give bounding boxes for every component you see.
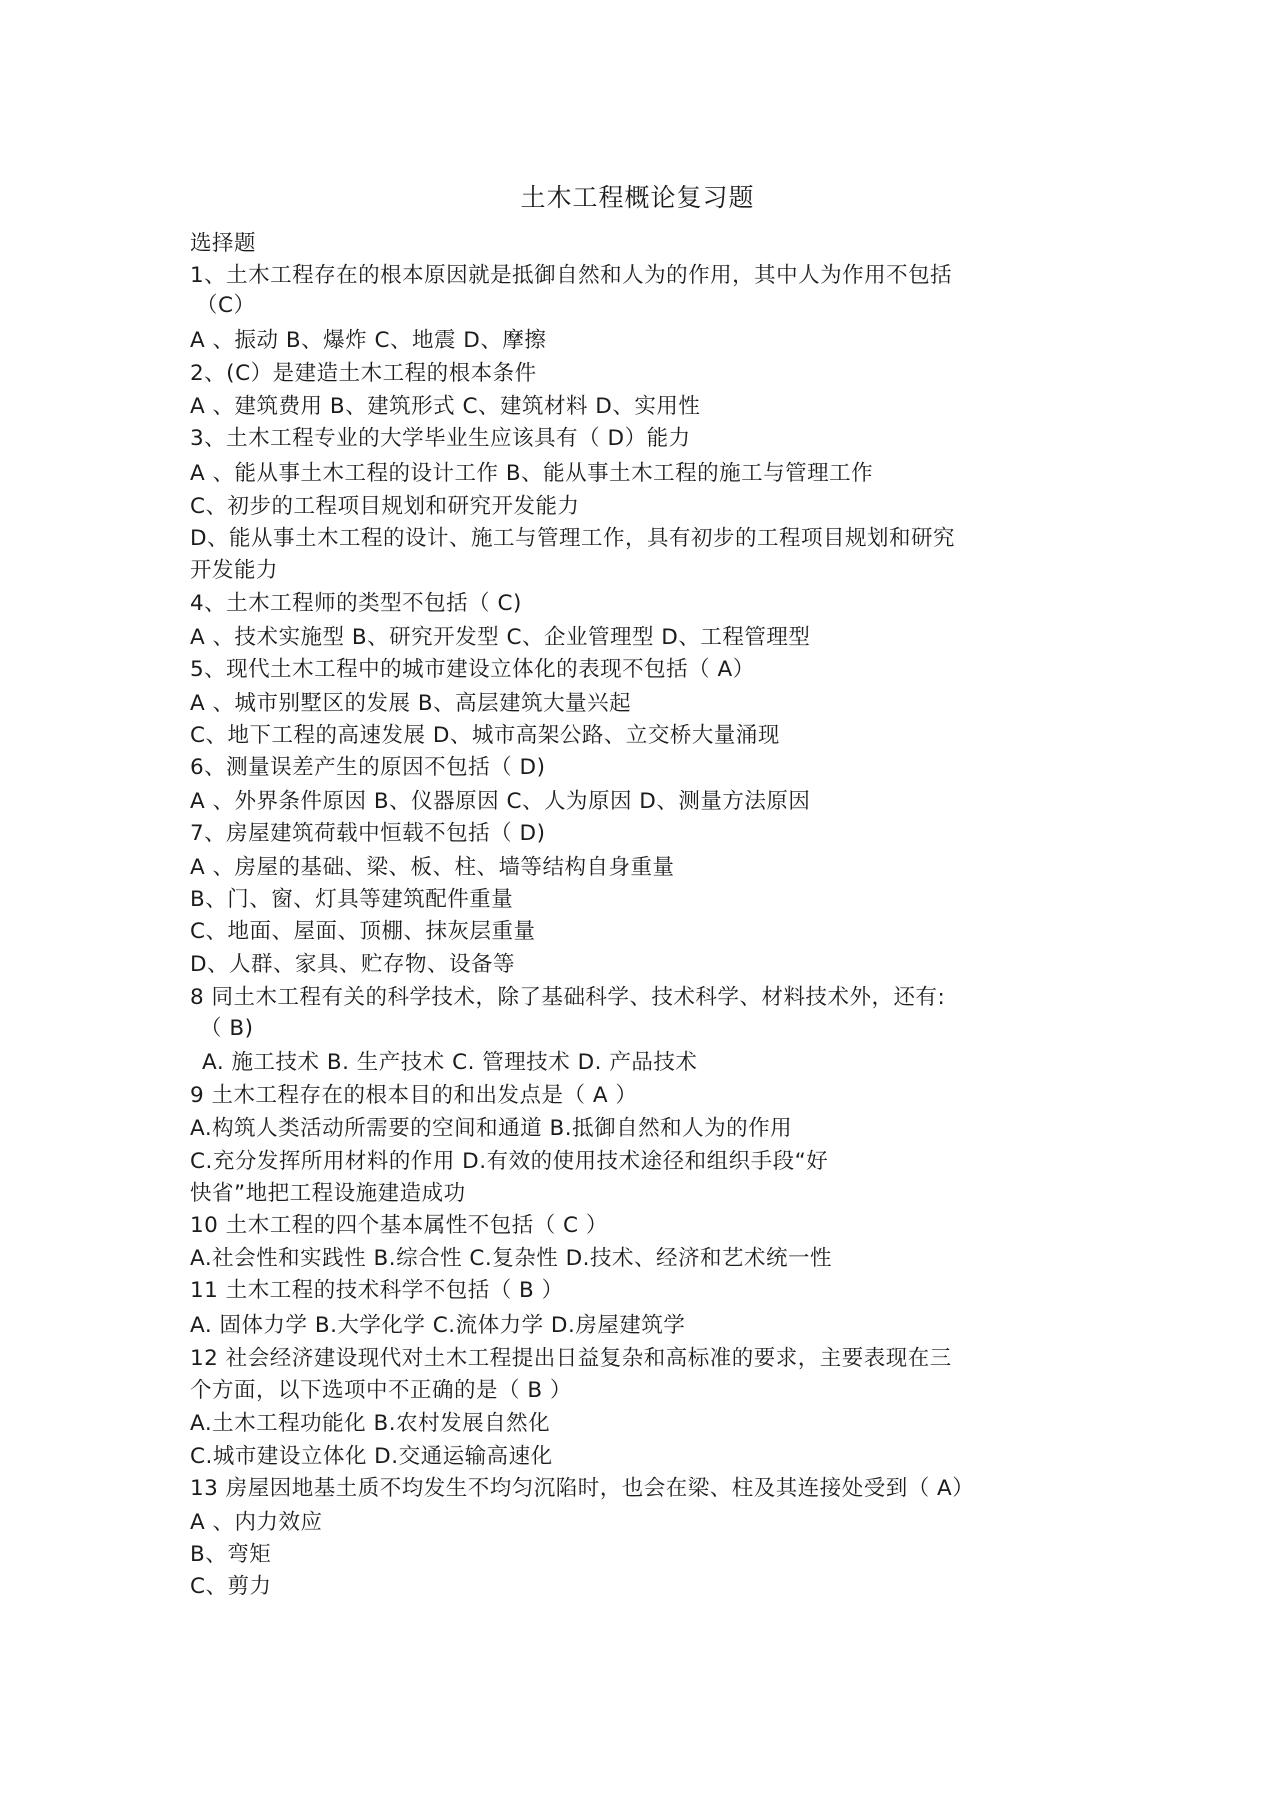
answer-line: （ B) — [200, 1016, 254, 1041]
options-line: A. 固体力学 B.大学化学 C.流体力学 D.房屋建筑学 — [190, 1313, 686, 1338]
question-line: 8 同土木工程有关的科学技术，除了基础科学、技术科学、材料技术外，还有: — [190, 985, 946, 1010]
options-line: A.社会性和实践性 B.综合性 C.复杂性 D.技术、经济和艺术统一性 — [190, 1246, 832, 1271]
question-line: 2、(C）是建造土木工程的根本条件 — [190, 361, 537, 386]
options-line: C.充分发挥所用材料的作用 D.有效的使用技术途径和组织手段“好 — [190, 1149, 829, 1174]
options-line: A. 施工技术 B. 生产技术 C. 管理技术 D. 产品技术 — [202, 1050, 698, 1075]
question-line: 个方面，以下选项中不正确的是（ B ） — [190, 1378, 572, 1403]
options-line: A.土木工程功能化 B.农村发展自然化 — [190, 1411, 551, 1436]
options-line: B、弯矩 — [190, 1542, 272, 1567]
options-line: C.城市建设立体化 D.交通运输高速化 — [190, 1444, 553, 1469]
options-line: A 、城市别墅区的发展 B、高层建筑大量兴起 — [190, 691, 632, 716]
options-line: A 、建筑费用 B、建筑形式 C、建筑材料 D、实用性 — [190, 394, 701, 419]
options-line: A 、外界条件原因 B、仪器原因 C、人为原因 D、测量方法原因 — [190, 789, 811, 814]
options-line: D、能从事土木工程的设计、施工与管理工作，具有初步的工程项目规划和研究 — [190, 526, 956, 551]
options-line: C、地下工程的高速发展 D、城市高架公路、立交桥大量涌现 — [190, 723, 780, 748]
question-line: 6、测量误差产生的原因不包括（ D) — [190, 755, 546, 780]
question-line: 10 土木工程的四个基本属性不包括（ C ） — [190, 1213, 608, 1238]
question-line: 11 土木工程的技术科学不包括（ B ） — [190, 1278, 564, 1303]
options-line: C、地面、屋面、顶棚、抹灰层重量 — [190, 919, 536, 944]
document-title: 土木工程概论复习题 — [520, 183, 755, 212]
question-line: 13 房屋因地基土质不均发生不均匀沉陷时，也会在梁、柱及其连接处受到（ A） — [190, 1476, 975, 1501]
question-line: 12 社会经济建设现代对土木工程提出日益复杂和高标准的要求，主要表现在三 — [190, 1346, 952, 1371]
answer-line: （C） — [196, 293, 256, 318]
options-line: 开发能力 — [190, 558, 279, 583]
options-line: A 、振动 B、爆炸 C、地震 D、摩擦 — [190, 328, 547, 353]
options-line: C、初步的工程项目规划和研究开发能力 — [190, 494, 580, 519]
options-line: B、门、窗、灯具等建筑配件重量 — [190, 887, 514, 912]
options-line: C、剪力 — [190, 1574, 272, 1599]
options-line: A 、房屋的基础、梁、板、柱、墙等结构自身重量 — [190, 855, 675, 880]
options-line: 快省”地把工程设施建造成功 — [190, 1181, 466, 1206]
question-line: 1、土木工程存在的根本原因就是抵御自然和人为的作用，其中人为作用不包括 — [190, 263, 953, 288]
options-line: D、人群、家具、贮存物、设备等 — [190, 952, 516, 977]
options-line: A 、能从事土木工程的设计工作 B、能从事土木工程的施工与管理工作 — [190, 461, 874, 486]
question-line: 7、房屋建筑荷载中恒载不包括（ D) — [190, 821, 546, 846]
options-line: A 、内力效应 — [190, 1510, 323, 1535]
question-line: 3、土木工程专业的大学毕业生应该具有（ D）能力 — [190, 426, 691, 451]
options-line: A 、技术实施型 B、研究开发型 C、企业管理型 D、工程管理型 — [190, 625, 811, 650]
question-line: 5、现代土木工程中的城市建设立体化的表现不包括（ A） — [190, 657, 755, 682]
section-heading: 选择题 — [190, 231, 257, 256]
options-line: A.构筑人类活动所需要的空间和通道 B.抵御自然和人为的作用 — [190, 1116, 793, 1141]
question-line: 4、土木工程师的类型不包括（ C) — [190, 591, 522, 616]
question-line: 9 土木工程存在的根本目的和出发点是（ A ） — [190, 1083, 638, 1108]
